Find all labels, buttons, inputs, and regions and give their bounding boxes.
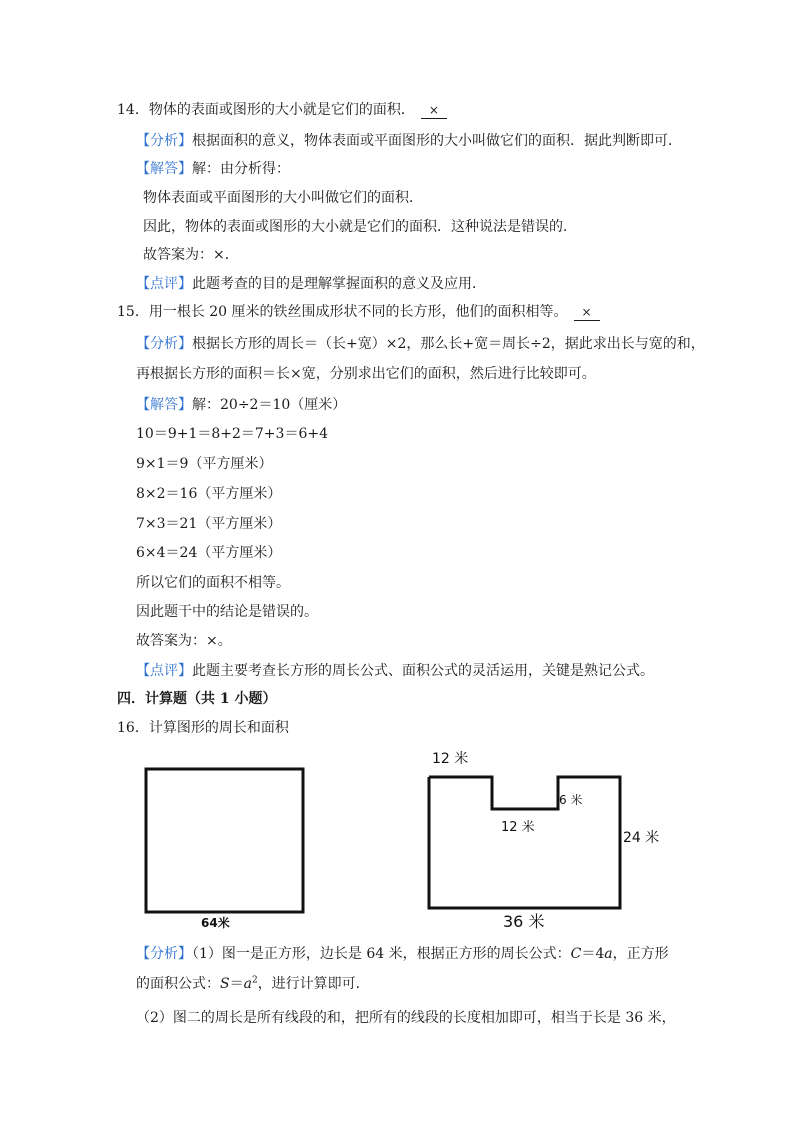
label-notch-width: 12 米 bbox=[501, 820, 535, 835]
q15-analysis-tag: 【分析】 bbox=[136, 336, 192, 352]
q14-comment-tag: 【点评】 bbox=[136, 276, 192, 292]
q16-analysis-line2 bbox=[136, 974, 370, 994]
q14-solution-tag: 【解答】 bbox=[136, 161, 192, 177]
q16-analysis-a: （1）图一是正方形，边长是 64 米，根据正方形的周长公式： bbox=[192, 946, 571, 962]
q14-solution-line bbox=[136, 159, 290, 179]
q15-comment-tag: 【点评】 bbox=[136, 663, 192, 679]
formula-s-exp: 2 bbox=[251, 975, 258, 986]
q15-step: 7×3＝21（平方厘米） bbox=[136, 516, 282, 532]
q14-analysis: 根据面积的意义，物体表面或平面图形的大小叫做它们的面积．据此判断即可． bbox=[192, 133, 682, 149]
q15-analysis: 根据长方形的周长＝（长+宽）×2，那么长+宽＝周长÷2，据此求出长与宽的和， bbox=[192, 336, 705, 352]
q14-solution-line2: 因此，物体的表面或图形的大小就是它们的面积．这种说法是错误的． bbox=[143, 219, 577, 235]
q15-step: 8×2＝16（平方厘米） bbox=[136, 486, 282, 502]
square-side-label: 64米 bbox=[201, 916, 230, 930]
q16-analysis2-b: ，进行计算即可． bbox=[257, 976, 370, 992]
label-notch-depth: 6 米 bbox=[559, 793, 583, 807]
q15-solution-tag: 【解答】 bbox=[136, 397, 192, 413]
q15-step: 10＝9+1＝8+2＝7+3＝6+4 bbox=[136, 426, 328, 442]
q14-solution: 解：由分析得： bbox=[192, 161, 290, 177]
q16-figure-notched bbox=[420, 742, 670, 934]
label-bottom-width: 36 米 bbox=[503, 912, 545, 931]
formula-c-var: C bbox=[570, 946, 582, 962]
q14-comment-line bbox=[136, 274, 486, 294]
q15-answer-blank: × bbox=[574, 304, 600, 321]
q14-solution-line1: 物体表面或平面图形的大小叫做它们的面积． bbox=[143, 190, 423, 206]
label-top-width: 12 米 bbox=[432, 751, 469, 767]
square-outline bbox=[146, 769, 303, 912]
q16-stem: 16．计算图形的周长和面积 bbox=[117, 720, 289, 736]
q14-answer-blank: × bbox=[421, 102, 447, 119]
formula-s-var: S bbox=[220, 976, 230, 992]
q14-stem-line bbox=[117, 100, 447, 120]
q15-comment-line bbox=[136, 661, 654, 681]
section-heading: 四．计算题（共 1 小题） bbox=[117, 691, 277, 707]
q15-stem: 15．用一根长 20 厘米的铁丝围成形状不同的长方形，他们的面积相等。 bbox=[117, 304, 568, 320]
q15-analysis-line2: 再根据长方形的面积＝长×宽，分别求出它们的面积，然后进行比较即可。 bbox=[136, 366, 596, 382]
notched-outline bbox=[429, 777, 620, 908]
formula-s-a: a bbox=[243, 976, 252, 992]
q16-analysis2-a: 的面积公式： bbox=[136, 976, 220, 992]
q16-figure-square bbox=[135, 758, 320, 933]
formula-c-a: a bbox=[604, 946, 613, 962]
formula-c-eq: ＝4 bbox=[581, 946, 605, 962]
q15-step: 故答案为：×。 bbox=[136, 633, 232, 649]
q16-analysis-line bbox=[136, 944, 669, 964]
q16-analysis-line3: （2）图二的周长是所有线段的和，把所有的线段的长度相加即可，相当于长是 36 米， bbox=[136, 1010, 676, 1026]
q14-analysis-tag: 【分析】 bbox=[136, 133, 192, 149]
q15-stem-line bbox=[117, 302, 600, 322]
q14-comment: 此题考查的目的是理解掌握面积的意义及应用． bbox=[192, 276, 486, 292]
q15-step: 6×4＝24（平方厘米） bbox=[136, 545, 282, 561]
q15-step: 所以它们的面积不相等。 bbox=[136, 575, 290, 591]
label-height: 24 米 bbox=[623, 830, 660, 846]
formula-s-eq: ＝ bbox=[229, 976, 244, 992]
q14-analysis-line bbox=[136, 131, 682, 151]
q15-solution: 解：20÷2＝10（厘米） bbox=[192, 397, 347, 413]
q15-solution-line bbox=[136, 395, 346, 415]
q15-step: 9×1＝9（平方厘米） bbox=[136, 456, 273, 472]
q15-step: 因此题干中的结论是错误的。 bbox=[136, 604, 318, 620]
q15-analysis-line bbox=[136, 334, 705, 354]
q15-comment: 此题主要考查长方形的周长公式、面积公式的灵活运用，关键是熟记公式。 bbox=[192, 663, 654, 679]
q16-analysis-b: ，正方形 bbox=[612, 946, 669, 962]
q14-stem: 14．物体的表面或图形的大小就是它们的面积． bbox=[117, 102, 415, 118]
q16-analysis-tag: 【分析】 bbox=[136, 946, 192, 962]
q14-final-answer: 故答案为：×． bbox=[143, 247, 239, 263]
